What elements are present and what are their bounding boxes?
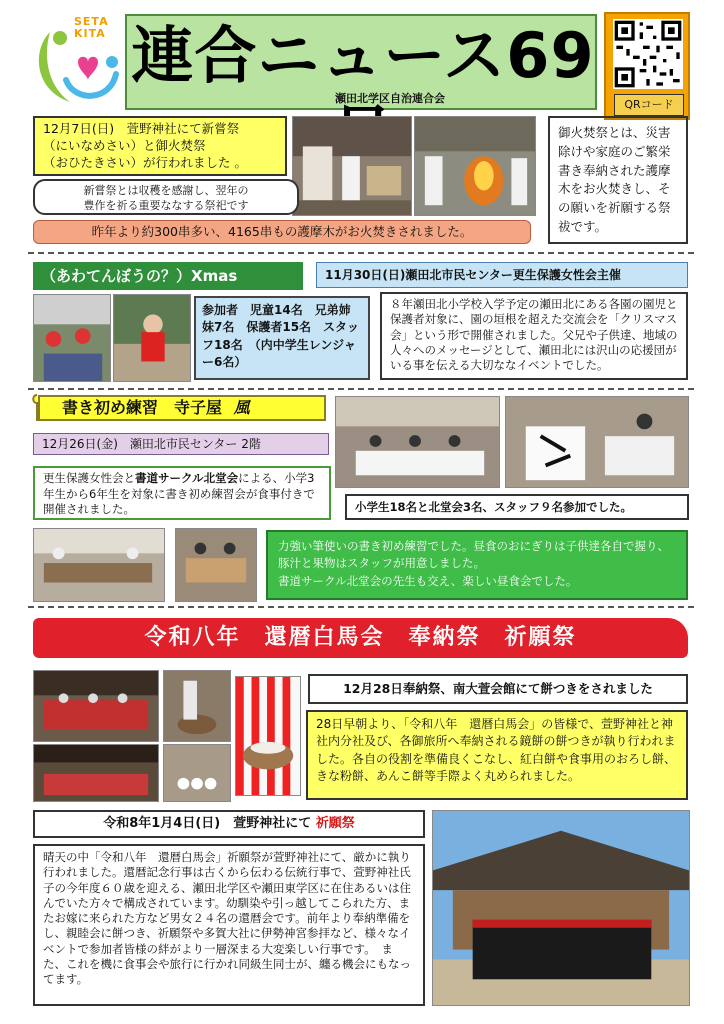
kakizome-description-post: による、小学3年生から6年生を対象に書き初め練習会が食事付きで開催されました。 xyxy=(43,471,315,517)
goma-count-banner: 昨年より約300串多い、4165串もの護摩木がお火焚きされました。 xyxy=(33,220,531,244)
kakizome-description-pre: 更生保護女性会と xyxy=(43,471,135,485)
kiganai-description: 晴天の中「令和八年 還暦白馬会」祈願祭が萱野神社にて、厳かに執り行われました。還暦記念行事は古くから伝わる伝統行事で、萱野神社氏子の今年度６０歳を迎える、瀬田北学区や瀬田東学区に在住あるいは住んでいた方々で構成されています。幼馴染や引っ越してこられた方、またお嫁に来られた方など男女２４名の還暦会です。前年より奉納準備をし、親睦会に餅つき、祈願祭や多賀大社に伊勢神宮参拝など、様々なイベントで参加者皆様の絆がより一層深まる大変楽しい行事です。 また、これを機に食事会や旅行に行かれ同級生同士が、纏る機会にもなってます。 xyxy=(33,844,425,1006)
kiganai-subtitle xyxy=(33,810,425,838)
qr-box xyxy=(604,12,690,120)
photo-kakizome-writing xyxy=(505,396,689,488)
niiname-event-box xyxy=(33,116,287,176)
niiname-event-line2: （にいなめさい）と御火焚祭 xyxy=(43,137,206,153)
photo-mochi-group xyxy=(33,744,159,802)
photo-xmas-stage xyxy=(33,294,111,382)
photo-fire-ritual-icon xyxy=(415,117,535,215)
kakizome-description-bold: 書道サークル北堂会 xyxy=(135,471,239,485)
photo-mochi-usu xyxy=(235,676,301,796)
scroll-decoration-icon xyxy=(30,393,44,423)
xmas-date: 11月30日(日)瀬田北市民センター更生保護女性会主催 xyxy=(316,262,688,288)
niiname-event-line1: 12月7日(日) 萱野神社にて新嘗祭 xyxy=(43,121,240,136)
masthead xyxy=(125,14,597,110)
kakizome-title-text: 書き初め練習 寺子屋 xyxy=(62,398,223,417)
logo-text-line1: SETA xyxy=(74,15,109,28)
qr-code-icon[interactable] xyxy=(613,19,683,89)
photo-mochi-pounding xyxy=(163,670,231,742)
photo-xmas-santa xyxy=(113,294,191,382)
section-divider xyxy=(28,606,694,608)
photo-fire-ritual xyxy=(414,116,536,216)
photo-mochi-hall xyxy=(33,670,159,742)
xmas-title: （あわてんぼうの？）Xmas xyxy=(33,262,303,290)
kakizome-description xyxy=(33,466,331,520)
logo xyxy=(30,10,122,112)
qr-label: QRコード xyxy=(614,94,684,116)
kakizome-date: 12月26日(金) 瀬田北市民センター 2階 xyxy=(33,433,329,455)
kakizome-lunch-note xyxy=(266,530,688,600)
photo-kakizome-writing-icon xyxy=(506,397,688,487)
niiname-note-bubble xyxy=(33,179,299,215)
photo-kakizome-lunch-prep xyxy=(33,528,165,602)
photo-kakizome-hall xyxy=(335,396,500,488)
kakizome-participant-count: 小学生18名と北堂会3名、スタッフ９名参加でした。 xyxy=(345,494,689,520)
photo-kakizome-hall-icon xyxy=(336,397,499,487)
photo-mochi-rounding-icon xyxy=(164,745,230,801)
photo-mochi-pounding-icon xyxy=(164,671,230,741)
photo-mochi-hall-icon xyxy=(34,671,158,741)
kiganai-subtitle-highlight: 祈願祭 xyxy=(315,816,355,831)
niiname-note-line2: 豊作を祈る重要ななする祭祀です xyxy=(83,198,249,212)
photo-kakizome-lunch-prep-icon xyxy=(34,529,164,601)
page-title: 連合ニュース69 xyxy=(131,19,595,92)
photo-kiganai-group xyxy=(432,810,690,1006)
niiname-note-line1: 新嘗祭とは収穫を感謝し、翌年の xyxy=(83,184,249,197)
hounou-date: 12月28日奉納祭、南大萱会館にて餅つきをされました xyxy=(308,674,688,704)
photo-xmas-santa-icon xyxy=(114,295,190,381)
kakizome-title xyxy=(38,395,326,421)
photo-kakizome-lunch-icon xyxy=(176,529,256,601)
kakizome-title-accent: 風 xyxy=(233,398,250,417)
photo-shrine-ceremony xyxy=(292,116,412,216)
logo-text-line2: KITA xyxy=(74,26,106,40)
ohitaki-description: 御火焚祭とは、災害除けや家庭のご繁栄書き奉納された護摩木をお火焚きし、その願いを祈願する祭祓です。 xyxy=(548,116,688,244)
photo-kakizome-lunch xyxy=(175,528,257,602)
photo-mochi-group-icon xyxy=(34,745,158,801)
kakizome-lunch-line1: 力強い筆使いの書き初め練習でした。昼食のおにぎりは子供達各自で握り、豚汁と果物はスタッフが用意しました。 xyxy=(278,539,669,571)
logo-text xyxy=(74,16,109,39)
photo-mochi-rounding xyxy=(163,744,231,802)
kakizome-lunch-line2: 書道サークル北堂会の先生も交え、楽しい昼食会でした。 xyxy=(278,573,578,588)
niiname-event-line3: （おひたきさい）が行われました 。 xyxy=(43,154,247,170)
section-divider xyxy=(28,252,694,254)
photo-kiganai-group-icon xyxy=(433,811,689,1005)
hounou-description: 28日早朝より、「令和八年 還暦白馬会」の皆様で、萱野神社と神社内分社及び、各御旅所へ奉納される鏡餅の餅つきが執り行われました。各自の役割を準備良くこなし、紅白餅や食事用のおろし餅、きな粉餅、あんこ餅等手際よく丸められました。 xyxy=(306,710,688,800)
xmas-participant-stats: 参加者 児童14名 兄弟姉妹7名 保護者15名 スタッフ18名 （内中学生レンジャー6名） xyxy=(194,296,370,380)
kanreki-banner: 令和八年 還暦白馬会 奉納祭 祈願祭 xyxy=(33,618,688,658)
photo-mochi-usu-icon xyxy=(236,677,300,795)
xmas-description: ８年瀬田北小学校入学予定の瀬田北にある各園の園児と保護者対象に、園の垣根を超えた交流会を「クリスマス会」という形で開催されました。父兄や子供達、地域の人々へのメッセージとして、瀬田北には沢山の応援団がいる事を伝える大切ななイベントでした。 xyxy=(380,292,688,380)
scroll-icon xyxy=(30,393,44,423)
page-subtitle: 瀬田北学区自治連合会 xyxy=(335,92,445,105)
photo-shrine-ceremony-icon xyxy=(293,117,411,215)
photo-xmas-stage-icon xyxy=(34,295,110,381)
kiganai-subtitle-prefix: 令和8年1月4日(日) 萱野神社にて xyxy=(103,816,312,831)
section-divider xyxy=(28,388,694,390)
